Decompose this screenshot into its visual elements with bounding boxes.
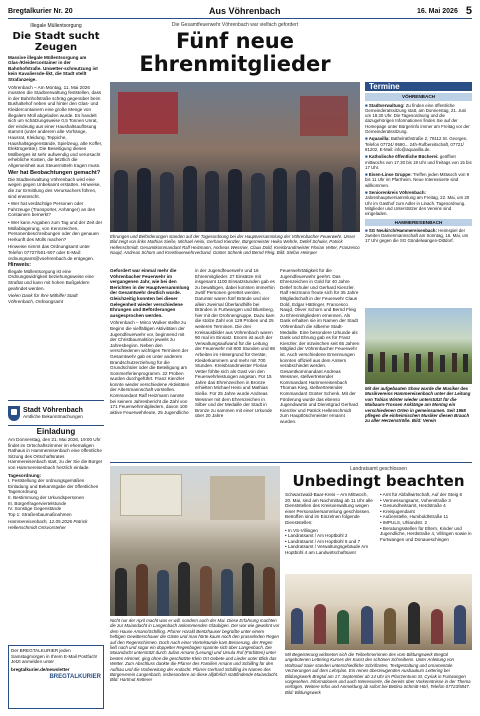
bottom-title: Unbedingt beachten	[292, 472, 465, 490]
stadt-subtitle: Amtliche Bekanntmachungen	[23, 414, 83, 419]
main-col-3	[280, 268, 360, 425]
lettering-course-photo	[285, 574, 472, 650]
bottom-list-item: • In VS-Villingen	[285, 527, 318, 533]
left-bullet-2: • Wer kann Angaben zum Tag und der Zeit der Müllablagerung, von Kennzeichen, Personenbeschreibungen oder den genauen Herkunft des Mülls machen?	[8, 220, 103, 242]
agenda-item: Top 1: Straßenbaumaßnahmen	[8, 511, 72, 517]
main-photo-credit: Bild: Stefan Heimper	[276, 250, 318, 256]
main-lead: Gefordert war einmal mehr die Vöhrenbacher Feuerwehr im vergangenen Jahr, wie bei den Berichten in der Hauptversammlung der Gesamtwehr deutlich wurde. Gleichzeitig konnten bei dieser Gelegenheit wieder verschiedene Ehrungen und Beförderungen ausgesprochen werden.	[110, 268, 190, 318]
termine-box	[365, 82, 472, 304]
bottom-list-item: • Gesundheitsamt, Herdstraße 4	[380, 503, 446, 509]
lettering-credit: Bild: Bildungswerk	[285, 689, 321, 695]
main-col-1	[110, 268, 190, 462]
termine-item: ■ Katholische öffentliche Bücherei: geöffnet mittwochs von 17.30 bis 19 Uhr und freitags von 15 bis 17 Uhr.	[365, 154, 472, 170]
left-article	[8, 24, 104, 396]
bottom-list-item: • Kreisjugendamt	[380, 508, 415, 514]
newsletter-text: Der BREGTALKURIER jeden Samstagmorgen in Ihrem E-Mail Postfach! Jetzt anmelden unter	[11, 648, 98, 665]
bottom-col-1	[285, 492, 375, 570]
maiandacht-caption: Nicht nur der April macht was er will, sondern auch der Mai. Diese Erfahrung machten die zur Maiandacht in Langenbach ankommenden Gläubigen. Der war wie gewohnt vor dem Hause Amann/Schilling. Pfarrer Harald Bentzhauser begrüßte unter einem heftigen Gewitterschauer die Gäste und man hörte kaum noch den prasselnden Regen auf den Regenschirmen. Doch nach einer Viertelstunde kam Besserung, der Regen ließ nach und sogar ein doppelter Regenbogen spannte sich über Langenbach. Die Maiandacht unterstützt durch Julian Amann (Lesung) und Ursula Ruf (Fürbitten) unter besten Himmel, ging ohne die geschützte Klein Ort Gebete und Lieder unter Blick das Wetter. Zum Abschluss dankte die Pfarrer des Familien Amann und Schilling für den Aufbau und die Vorbereitung der Andacht. Pfarrer Gerhard Schilling im Namen des Bürgerverein Langenbach, insbesondere an diese alljährlich stattfindende Maiandacht. Bild: Hartmut Ketterer	[110, 618, 280, 683]
divider	[110, 462, 472, 463]
musicians-caption: Mit der aufgebauten Show wurde die Musiker des Musikvereins Hammereisenbach unter der Leitung von Tobias Winter wieder unterstützt für die Maibaum-Trossen Anklänge am Montag ein verschiedenen Orten in gemeinsamen. Seit 1958 pflegen die einheimischen Musiker diesen Brauch zu aller Herzenströße. Bild: Verein	[365, 386, 471, 424]
firefighters-photo	[110, 82, 360, 232]
termine-item: ■ SG Neukirch/Hammereisenbach: Heimspiel der zweiten Damenmannschaft am Sonntag, 16. Mai, um 17 Uhr gegen die SG Gündelwangen-Dittdorf.	[365, 227, 469, 244]
main-kicker: Die Gesamtfeuerwehr Vöhrenbach war vielfach gefordert	[171, 22, 299, 28]
left-sub1: Wer hat Beobachtungen gemacht?	[8, 170, 101, 177]
left-sub2: Hinweis:	[8, 262, 32, 269]
bottom-list-item: • Vermessungsamt, Vohenstraße 3	[380, 497, 451, 503]
left-sub2-body: Illegale Müllentsorgung ist eine Ordnungswidrigkeit beziehungsweise eine Straftat und kann mit hohen Bußgeldern geahndet werden.	[8, 268, 94, 291]
agenda-title: Tagesordnung:	[8, 472, 42, 478]
lettering-caption: Mit Begeisterung widmeten sich die Teilnehmerinnen des vom Bildungswerk Bregtal angebotenen Lettering Kurses der Kunst des schönen Schreibens. Unter Anleitung von Waltraud Saier standen unterschiedliche Schriftarten, Textgestaltung und ornamentale Verzierungen auf dem Lehrplan. Ein reines überzeugenden Ausbaukurs Lettering bei Bildungswerk Bregtal am 17. September ab 14 Uhr im Pfarrzentrum St. Cyriak in Furtwangen vorgesehen. Informationen und auch Interessierte, die bereits über Vorkenntnisse in der Thema verfügen. Weitere Infos und Anmeldung ab sofort bei Bettina Schmitt-Hörl, Telefon 07723/5847. Bild: Bildungswerk	[285, 652, 471, 695]
bottom-list-item: • Außenstelle, Humboldtstraße 11	[380, 514, 449, 520]
termine-item: ■ Eisen-Linse Gruppe: Treffen jeden Mittwoch von 9 bis 11 Uhr im Pfarrheim. Neue Interessierte sind willkommen.	[365, 172, 470, 188]
agenda-item: II. Bestimmung der Urkundspersonen	[8, 494, 85, 500]
einladung-title: Einladung	[36, 427, 76, 436]
einladung-box	[8, 427, 104, 641]
issue-date: 16. Mai 2026	[416, 7, 458, 15]
maiandacht-photo	[110, 466, 280, 616]
left-sub1-body: Die Stadtverwaltung Vöhrenbach wird eine wegen gegen Unbekannt erstatten. Hinweise, die zur Ermittlung des Verursachers führen, sind erwünscht.	[8, 176, 101, 199]
left-kicker: Illegale Müllentsorgung	[30, 23, 82, 29]
termine-section-2: HAMMEREISENBACH	[365, 219, 472, 226]
termine-item: ■ Stadtverwaltung: Zu finden eine öffentliche Gemeinderatssitzung statt, am Donnerstag, 21. Juni um 18.30 Uhr. Die Tagesordnung und die dazugehörigen Informationen finden Sie auf der Homepage unter Bürgerinfo immer am Freitag vor der Gemeinderatssitzung.	[365, 102, 470, 135]
coat-of-arms-icon	[8, 406, 20, 421]
page-header	[8, 4, 472, 19]
bottom-col1-body: Schwarzwald-Baar-Kreis – Am Mittwoch, 20. Mai, sind am Nachmittag ab 11 Uhr alle Dienststellen des Kreisverwaltung wegen einer Personalversammlung geschlossen. Betroffen sind im Einzelnen folgende Dienststellen:	[285, 492, 373, 525]
agenda-item: I. Feststellung der ordnungsgemäßen Einladung und Bekanntgabe der öffentlichen Tagesordnung	[8, 478, 99, 495]
main-photo-caption: Ehrungen und Beförderungen standen auf der Tagesordnung bei der Hauptversammlung der Vöhrenbacher Feuerwehr. Unser Bild zeigt von links Mathias Sieße, Michael Heini, Gerhard Kienzler, Bürgermeister Heiko Wehrle, Detlef Schuler, Patrick Hellenschmidt, Gesamtkommandant Ralf Heizmann, Andreas Wessner, Claus Dold, Kreisbrandmeister Florian Vetter, Franzesco Naujd, Andreas Schorn und Kreisfeuerwehrverband, Günter Schenk und Bernd Fleig. Bild: Stefan Heimper	[110, 234, 360, 256]
musicians-photo	[365, 308, 472, 384]
termine-section-1: VÖHRENBACH	[365, 93, 472, 100]
left-contact: Hinweise nimmt das Ordnungsamt unter Telefon 07727/501-507 oder E-Mail: ordnungsamt@voehrenbach.de entgegen.	[8, 244, 95, 261]
termine-title: Termine	[365, 82, 472, 91]
maiandacht-credit: Bild: Hartmut Ketterer	[110, 677, 153, 683]
bottom-list-item: • Beratungsstellen für Eltern, Kinder und Jugendliche, Herdstraße 4, Villingen sowie in Furtwangen und Donaueschingen	[380, 525, 472, 542]
section-title: Aus Vöhrenbach	[209, 6, 281, 16]
left-lead: Massive illegale Müllentsorgung am Glas-/Kleidercontainer in der Bahnhofstraße. Unwetter-schmutzung ist kein Kavaliersde-likt, die Stadt stellt Strafanzeige.	[8, 54, 98, 82]
newsletter-box[interactable]	[8, 645, 104, 709]
paper-name: Bregtalkurier Nr. 20	[8, 7, 73, 15]
left-bullet-1: • Wer hat verdächtige Personen oder Fahrzeuge (Transporter, Anhänger) an den Containern bemerkt?	[8, 201, 96, 218]
termine-item: ■ Aquavilla: Bathelrathstraße 2, 78112 St. Georgen, Telefon 07724/ 9590... 24h-Rufbereitschaft, 07721/ 81202, E-Mail: info@aquavilla.de.	[365, 136, 468, 152]
newsletter-link[interactable]: bregtalkurier.de/newsletter	[11, 666, 70, 672]
main-col-2	[195, 268, 275, 462]
einladung-body: Am Donnerstag, den 21. Mai 2026, 19:00 Uhr findet im Ortschaftszimmer im ehemaligen Rathaus in Hammereisenbach eine öffentliche Sitzung des Ortschaftsrates Hammereisenbach statt, zu der Sie die Bürger von Hammereisenbach herzlich einlade.	[8, 437, 103, 470]
stadt-title: Stadt Vöhrenbach	[23, 407, 83, 414]
agenda-item: IV. Sonstige Gegenstände	[8, 506, 62, 512]
bottom-list-item: • Landratsamt / Am Hoptbühl 5 und 7	[285, 538, 361, 544]
einladung-sign: Hammereisenbach, 12.05.2026 Patrick Hellenschmidt Ortsvorsteher	[8, 519, 88, 530]
stadt-box	[8, 400, 104, 426]
page-number: 5	[465, 5, 472, 17]
main-col1-body: Vöhrenbach – Mirco Wulker stellte zu Beginn die vielfältigen Aktivitäten der Jugendfeuerwehr vor, beginnend mit der Christbaumaktion jeweils zu Jahresbeginn. Neben den verschiedenen wichtigen Terminen der Gesamtwehr gab es unter anderem Brandschutzerziehung für die Grundschüler oder die Beteiligung am Sommerferienprogramm. 22 Proben wurden durchgeführt. Franz Kienzler konnte wieder verschiedene Aktivitäten der Altersmannschaft vorstellen. Kommandant Ralf Heizmann nannte bei seinem Jahresbericht die Zahl von 171 Feuerwehrmitgliedern, davon 100 aktive Feuerwehrleute, 25 Jugendliche	[110, 320, 190, 415]
main-col2-body: in der Jugendfeuerwehr und 16 Ehrenmitglieder. 27 Einsätze mit insgesamt 1100 Einsatzstunden gab es zu bewältigen, dabei konnten immerhin zwölf Personen gerettet werden. Darunter waren fünf Brände und vier allein zweimal Überlandhilfe bei Bränden in Furtwangen und Blumberg, hier mit der Drohnengruppe. Dazu kam die stolze Zahl von 129 Proben und 25 weiteren Terminen. Die drei Kreisausbilder aus Vöhrenbach waren 90 mal im Einsatz. Enorm ist auch der Verwaltungsaufwand für die Leitung der Feuerwehr mit 800 Stunden und 68 Arbeiten im Hintergrund für Geräte, Kleiderkammern und mehr mit 700 Stunden. Kreisbrandmeister Florian Vetter fühlte sich als Gast von den Feuerwehrleistungen angetan. Für 15 Jahre das Ehrenzeichen in Bronze erhielten Michael Heini und Mathias Sieße. Für 25 Jahre wurde Andreas Wessner mit dem Ehrenzeichen in Silber und der Medaille der Stadt in Bronze zu sammen mit einer Urkunde über 20 Jahre	[195, 268, 275, 419]
bottom-col-2	[380, 492, 472, 570]
bottom-kicker: Landratsamt geschlossen	[350, 466, 407, 472]
bottom-list-item: • Amt für Abfallwirtschaft, Auf der Steig 6	[380, 492, 463, 497]
main-col3-body: Feuerwehrtätigkeit für die Jugendfeuerwehr geehrt. Das Ehrenzeichen in Gold für 40 Jahre Detlef Schuler und Gerhard Kienzler. Ralf Heizmann freute sich für 35 Jahre Mitgliedschaft in der Feuerwehr Claus Dold, Edgar Hättinger, Francesco Naujd, Oliver Schorn und Bernd Fleig zu Ehrenmitgliedern ernennen. Als Dank erhalten sie im Namen der Stadt Vöhrenbach die silberne Stadt-Medaille. Eine besondere Urkunde als Dank und Ehrung gab es für Franz Kienzler, der inzwischen seit 65 Jahren Mitglied der Vöhrenbacher Feuerwehr ist. Auch verschiedene Ernennungen konnten offiziell aus dem Amtern verabschiedet werden. Gesamtkommandant Andreas Wessner, stellvertretender Kommandant Hammereisenbach Thomas Kieg, stellvertretender Kommandant Günter Schenk. Mit der Förderung wurde das ebenso Jugendwartin und Dienstgrad Gerhard Kienzler und Patrick Hellenschmidt zum Hauptlöschmeister ernannt wurden.	[280, 268, 360, 425]
newsletter-logo: BREGTALKURIER	[49, 674, 101, 681]
termine-item: ■ Seniorenkreis Vöhrenbach: Jahreshauptversammlung am Freitag, 22. Mai, um 20 Uhr im Gasthof zum Adler in Linach. Tagesordnung. Mitglieder und Unterstützer des Vereins sind eingeladen.	[365, 190, 470, 217]
main-title: Fünf neue Ehrenmitglieder	[139, 29, 331, 76]
musicians-credit: Bild: Verein	[411, 418, 437, 424]
bottom-list-item: • IMPULS, Uhlandstr. 2	[380, 519, 428, 525]
agenda-item: III. Bürgerfragerviertelstunde	[8, 500, 67, 506]
bottom-list-item: • Landratsamt / Am Hoptbühl 2	[285, 533, 348, 539]
left-body: Vöhrenbach – Am Montag, 11. Mai 2026 mussten die Stadtverwaltung feststellen, dass in der Bahnhofstraße schräg gegenüber beim Bushaltehof neben und hinter den Glas- und Kleidercontainern eine große Menge von illegalem Müll abgeladen wurde. Es handelt sich um schätzungsweise 0,5 Tonnen Unrat, der eindeutig aus einer Haushaltsauflösung stammt (unter anderem alte Vorhänge, Hausrat, Kleidung, Teppiche, Haushaltsgegenstände, Spielzeug, alte Koffer, Elektrogeräte). Die Beseitigung dieses Müllberges ist sehr aufwendig und verursacht erhebliche Kosten, die letztlich die Allgemeinheit aus Steuermitteln tragen muss.	[8, 84, 103, 168]
left-sign: Vielen Dank für Ihre Mithilfe! Stadt Vöhrenbach, Ordnungsamt	[8, 293, 78, 304]
bottom-list-item: • Landratsamt / Verwaltungsgebäude Am Hoptbühl 4 am Landwirtschaftsamt	[285, 544, 369, 555]
left-title: Die Stadt sucht Zeugen	[12, 30, 100, 53]
